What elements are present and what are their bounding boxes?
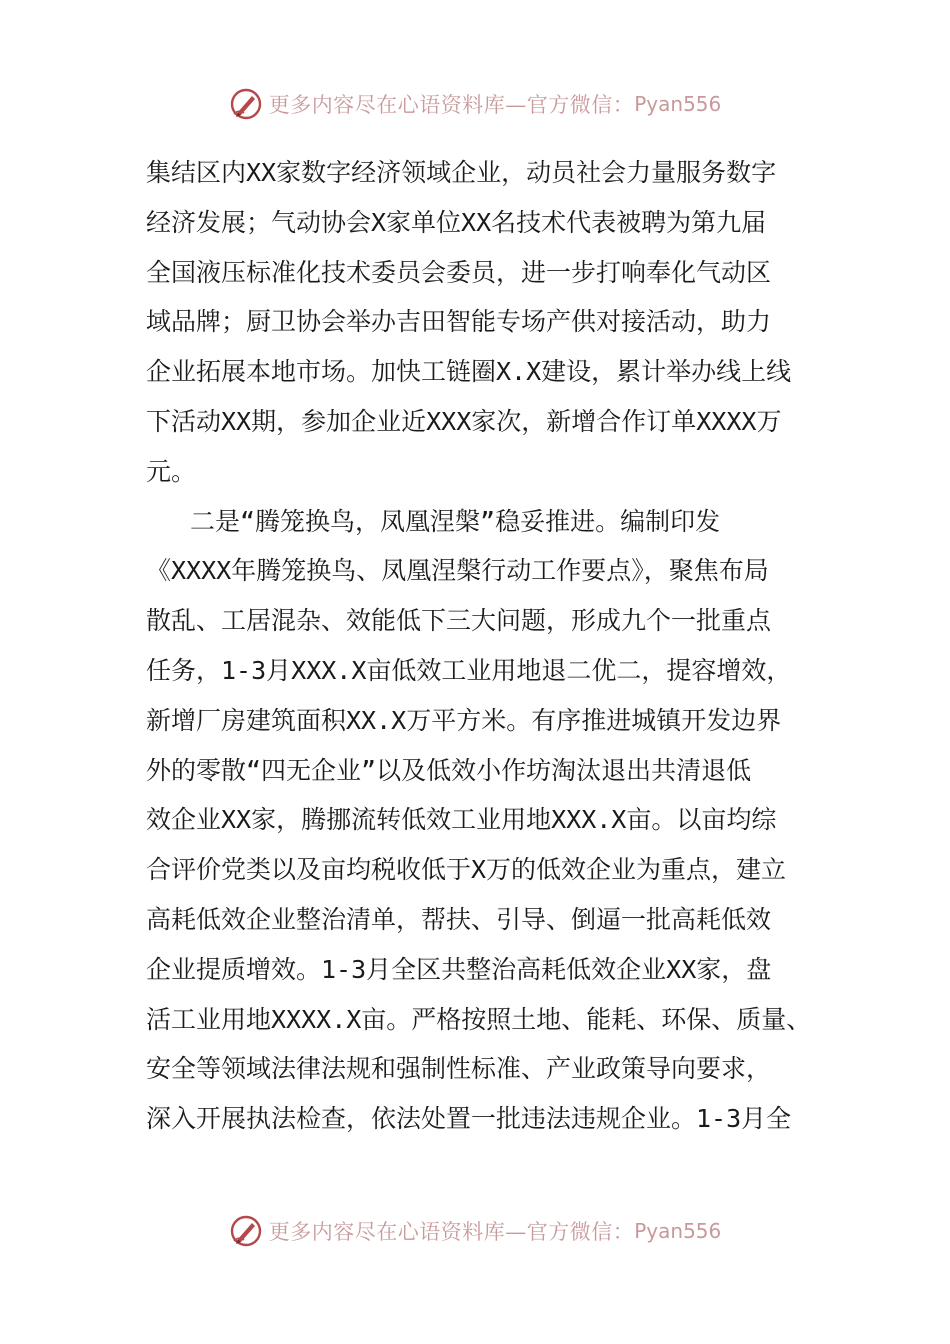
header-watermark xyxy=(0,84,950,124)
text-line: 全国液压标准化技术委员会委员，进一步打响奉化气动区 xyxy=(146,257,772,287)
footer-watermark xyxy=(0,1211,950,1251)
watermark-text: 更多内容尽在心语资料库—官方微信： xyxy=(268,93,635,117)
text-line: 企业提质增效。1-3月全区共整治高耗低效企业XX家，盘 xyxy=(146,954,772,984)
text-line: 效企业XX家，腾挪流转低效工业用地XXX.X亩。以亩均综 xyxy=(146,805,777,835)
text-line: 下活动XX期，参加企业近XXX家次，新增合作订单XXXX万 xyxy=(146,406,782,436)
text-line: 高耗低效企业整治清单，帮扶、引导、倒逼一批高耗低效 xyxy=(146,904,772,934)
text-line: 任务，1-3月XXX.X亩低效工业用地退二优二，提容增效， xyxy=(146,655,792,685)
text-line: 合评价党类以及亩均税收低于X万的低效企业为重点，建立 xyxy=(146,855,787,885)
paragraph-heading-line: 二是“腾笼换鸟，凤凰涅槃”稳妥推进。编制印发 xyxy=(190,506,721,536)
text-line: 活工业用地XXXX.X亩。严格按照土地、能耗、环保、质量、 xyxy=(146,1004,812,1034)
text-line: 散乱、工居混杂、效能低下三大问题，形成九个一批重点 xyxy=(146,606,772,636)
text-line: 外的零散“四无企业”以及低效小作坊淘汰退出共清退低 xyxy=(146,755,752,785)
text-line: 元。 xyxy=(146,456,197,486)
watermark-id: Pyan556 xyxy=(634,1219,722,1243)
text-line: 经济发展；气动协会X家单位XX名技术代表被聘为第九届 xyxy=(146,207,767,237)
pen-logo-icon xyxy=(229,1214,263,1248)
text-line: 集结区内XX家数字经济领域企业，动员社会力量服务数字 xyxy=(146,158,777,187)
document-body xyxy=(146,148,810,1144)
pen-logo-icon xyxy=(229,87,263,121)
text-line: 《XXXX年腾笼换鸟、凤凰涅槃行动工作要点》，聚焦布局 xyxy=(146,556,769,586)
text-line: 安全等领域法律法规和强制性标准、产业政策导向要求， xyxy=(146,1054,772,1084)
text-line: 企业拓展本地市场。加快工链圈X.X建设，累计举办线上线 xyxy=(146,357,792,387)
watermark-id: Pyan556 xyxy=(634,92,722,116)
text-line: 深入开展执法检查，依法处置一批违法违规企业。1-3月全 xyxy=(146,1104,792,1134)
text-line: 新增厂房建筑面积XX.X万平方米。有序推进城镇开发边界 xyxy=(146,705,782,735)
watermark-text: 更多内容尽在心语资料库—官方微信： xyxy=(268,1220,635,1244)
text-line: 域品牌；厨卫协会举办吉田智能专场产供对接活动，助力 xyxy=(146,307,772,337)
